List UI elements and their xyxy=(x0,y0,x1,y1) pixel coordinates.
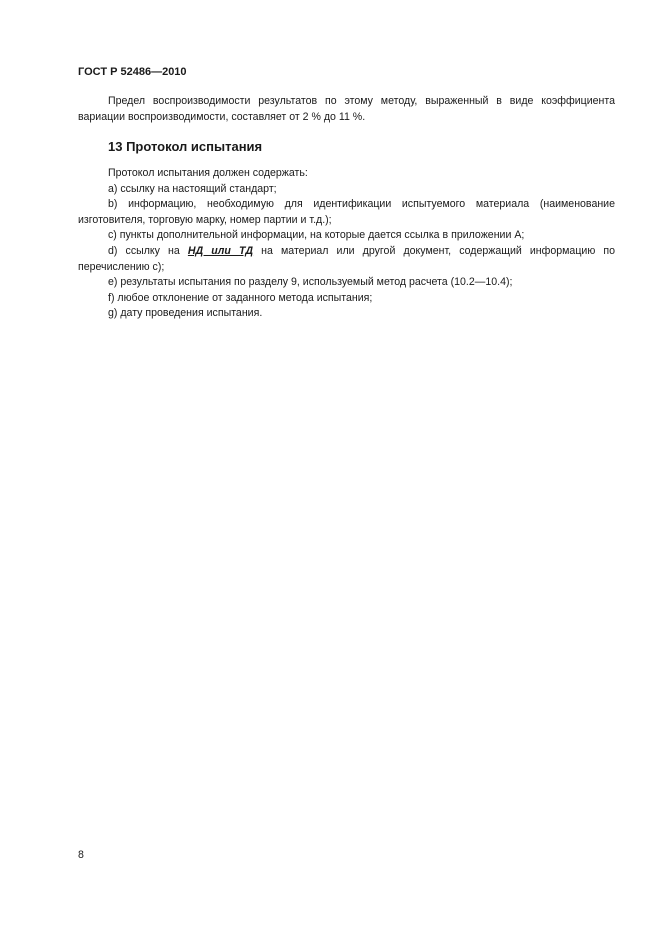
protocol-intro: Протокол испытания должен содержать: xyxy=(108,167,308,179)
list-item-g: g) дату проведения испытания. xyxy=(108,307,263,320)
list-item-c: c) пункты дополнительной информации, на которые дается ссылка в приложении А; xyxy=(108,229,525,242)
list-item-d-suffix: на материал или другой документ, содержащий информацию по перечислению с); xyxy=(78,244,615,273)
nd-td-link[interactable]: НД или ТД xyxy=(187,244,254,257)
list-item-a: a) ссылку на настоящий стандарт; xyxy=(108,182,277,195)
list-item-d xyxy=(78,244,615,275)
page-number: 8 xyxy=(78,849,84,861)
list-item-b: b) информацию, необходимую для идентификации испытуемого материала (наименование изготовителя, торговую марку, номер партии и т.д.); xyxy=(78,198,615,226)
section-heading: 13 Протокол испытания xyxy=(108,139,263,154)
list-item-f: f) любое отклонение от заданного метода испытания; xyxy=(108,291,373,304)
list-item-d-prefix: d) ссылку на xyxy=(108,244,188,257)
document-header: ГОСТ Р 52486—2010 xyxy=(78,66,187,78)
list-item-e: e) результаты испытания по разделу 9, используемый метод расчета (10.2—10.4); xyxy=(108,276,513,289)
reproducibility-paragraph: Предел воспроизводимости результатов по этому методу, выраженный в виде коэффициента вариации воспроизводимости, составляет от 2 % до 11 %. xyxy=(78,95,615,123)
protocol-list xyxy=(78,166,615,322)
